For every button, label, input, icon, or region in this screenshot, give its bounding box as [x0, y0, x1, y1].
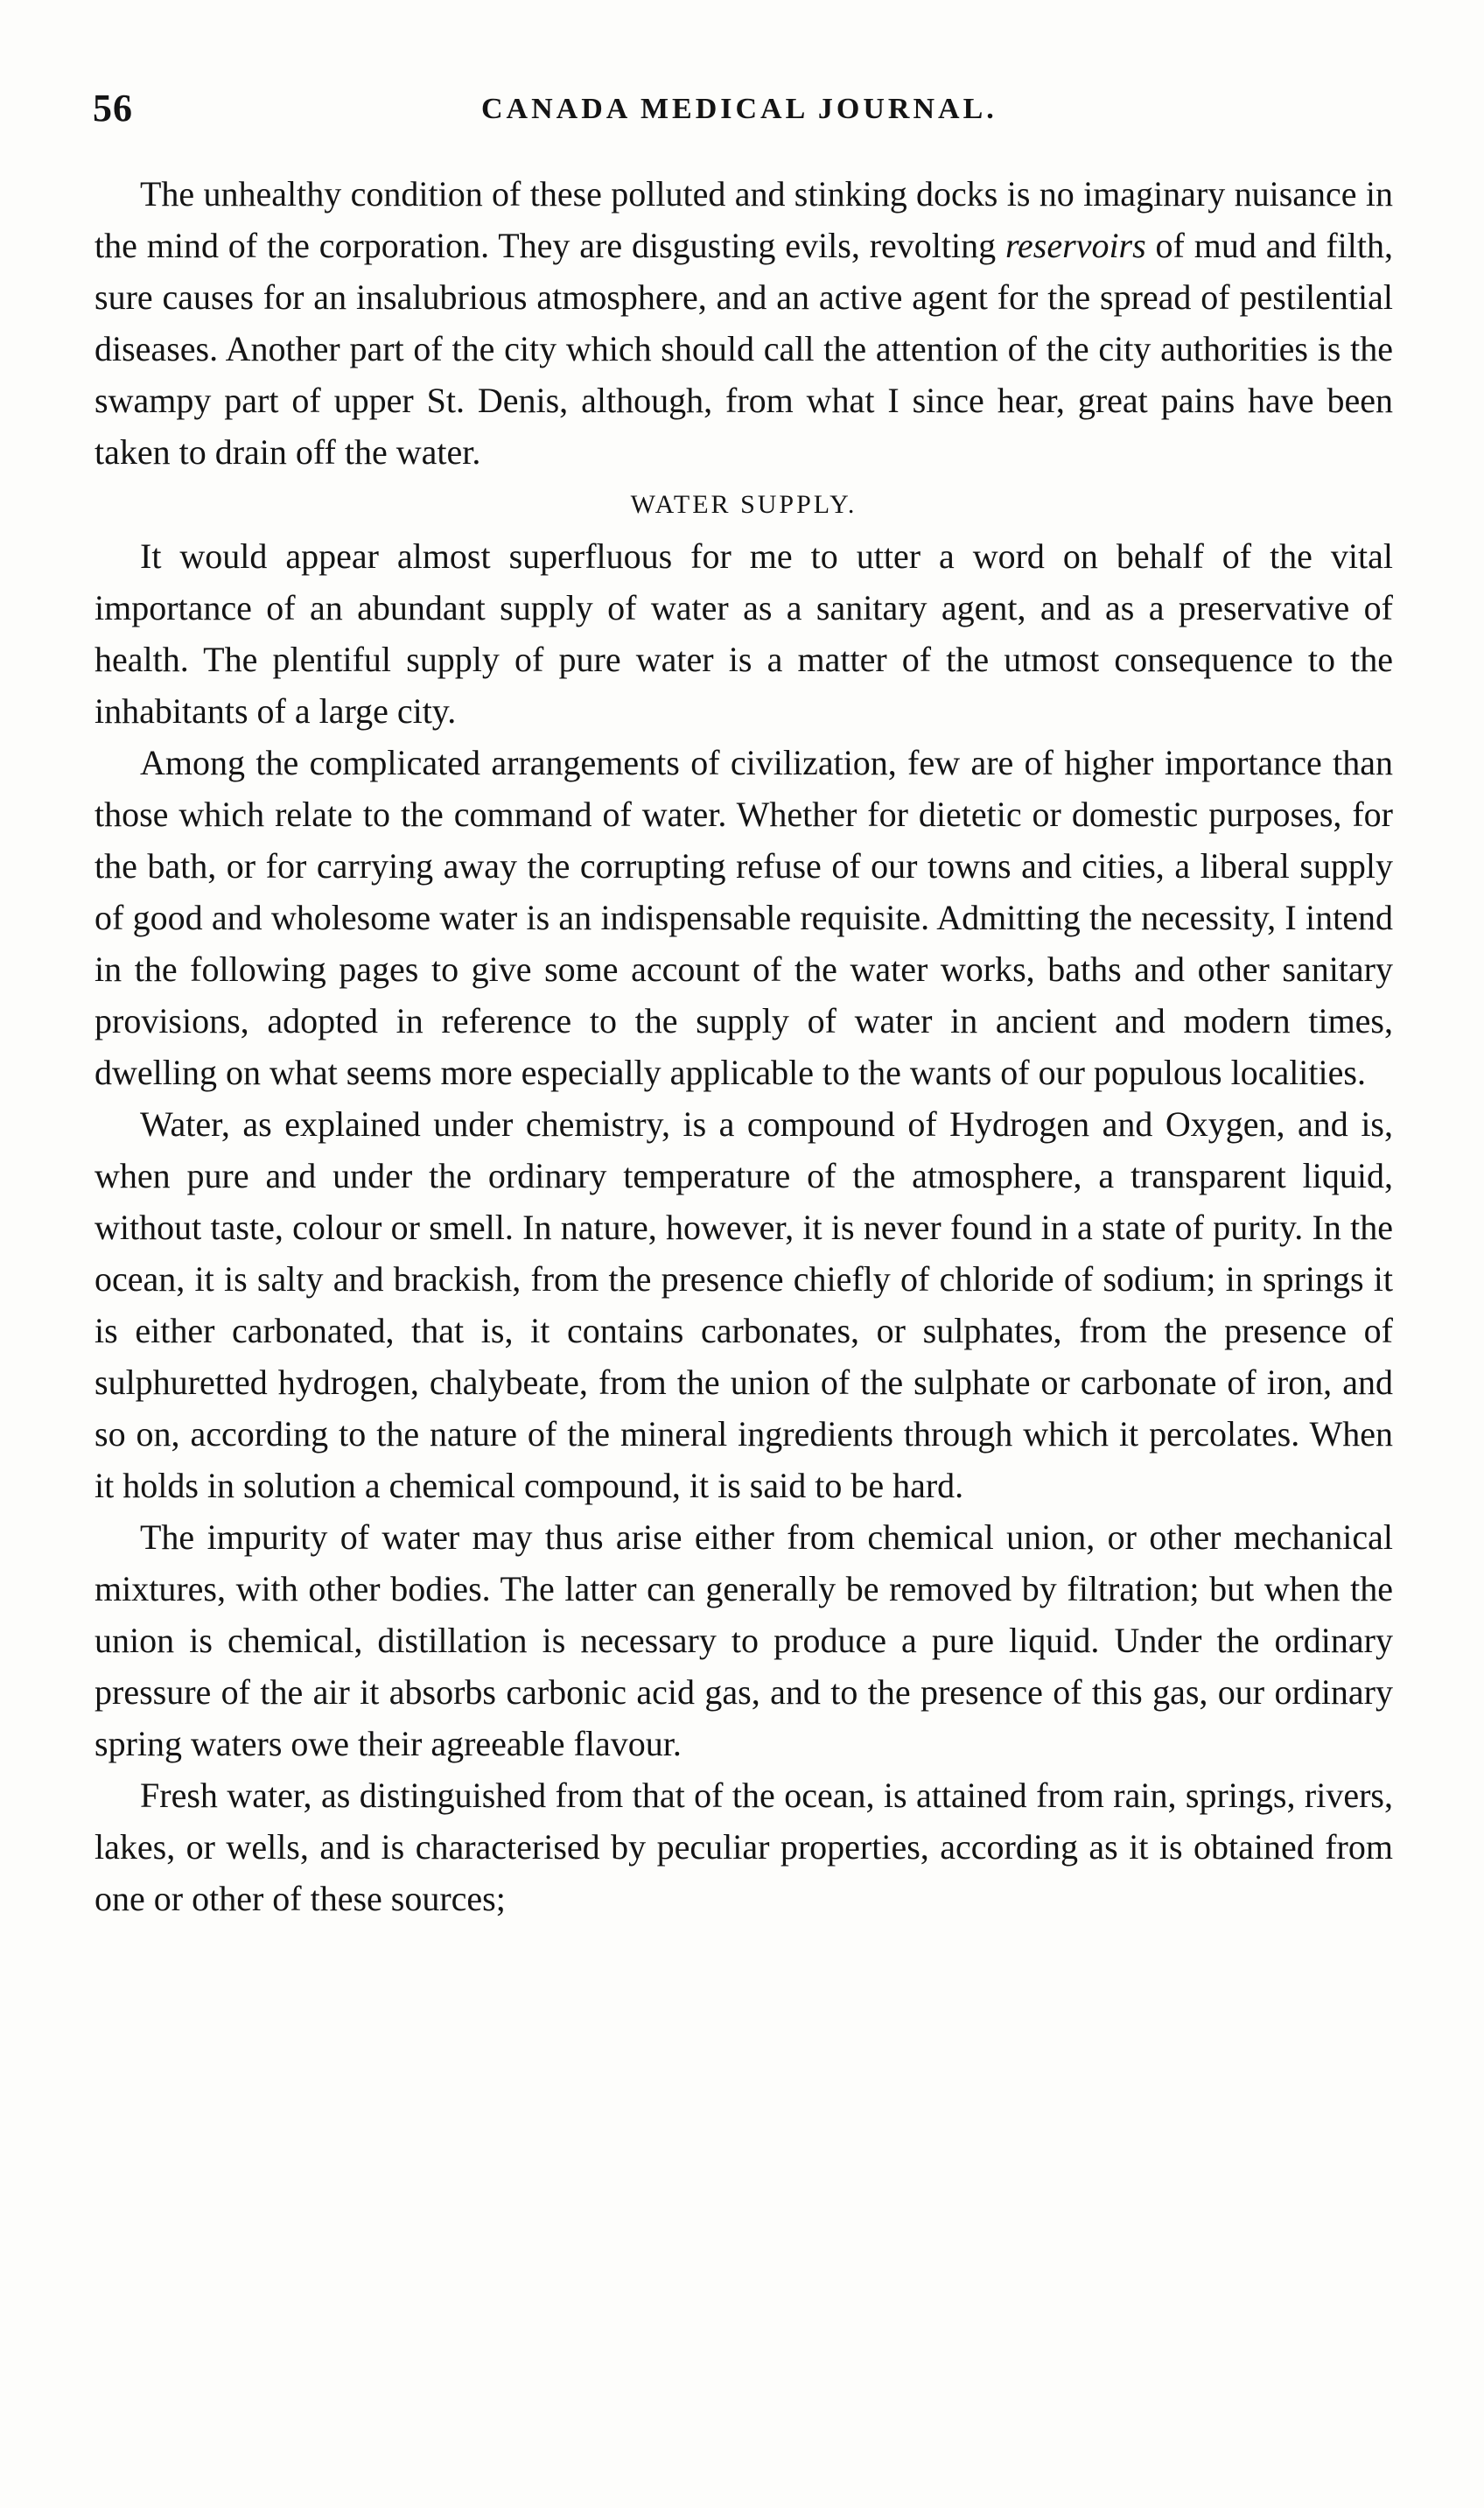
section-heading-water-supply: WATER SUPPLY.: [630, 490, 858, 519]
paragraph-water-chemistry: Water, as explained under chemistry, is a compound of Hydrogen and Oxygen, and is, when pure and under the ordinary temperature of the atmosphere, a transparent liquid, without taste, colour or smell. In nature, however, it is never found in a state of purity. In the ocean, it is salty and brackish, from the presence chiefly of chloride of sodium; in springs it is either carbonated, that is, it contains carbonates, or sulphates, from the presence of sulphuretted hydrogen, chalybeate, from the union of the sulphate or carbonate of iron, and so on, according to the nature of the mineral ingredients through which it percolates. When it holds in solution a chemical compound, it is said to be hard.: [94, 1104, 1393, 1505]
paragraph-civilization: Among the complicated arrangements of civilization, few are of higher importance than those which relate to the command of water. Whether for dietetic or domestic purposes, for the bath, or for carrying away the corrupting refuse of our towns and cities, a liberal supply of good and wholesome water is an indispensable requisite. Admitting the necessity, I intend in the following pages to give some account of the water works, baths and other sanitary provisions, adopted in reference to the supply of water in ancient and modern times, dwelling on what seems more especially applicable to the wants of our populous localities.: [94, 743, 1393, 1092]
page-number: 56: [93, 87, 133, 130]
article-body: [94, 168, 1393, 1924]
emphasis-reservoirs: reservoirs: [1004, 226, 1146, 265]
page-header: [88, 86, 1400, 138]
paragraph-water-impurity: The impurity of water may thus arise either from chemical union, or other mechanical mixtures, with other bodies. The latter can generally be removed by filtration; but when the union is chemical, distillation is necessary to produce a pure liquid. Under the ordinary pressure of the air it absorbs carbonic acid gas, and to the presence of this gas, our ordinary spring waters owe their agreeable flavour.: [94, 1517, 1393, 1763]
paragraph-docks: The unhealthy condition of these polluted and stinking docks is no imaginary nuisance in the mind of the corporation. They are disgusting evils, revolting reservoirs of mud and filth, sure causes for an insalubrious atmosphere, and an active agent for the spread of pestilential diseases. Another part of the city which should call the attention of the city authorities is the swampy part of upper St. Denis, although, from what I since hear, great pains have been taken to drain off the water.: [94, 174, 1393, 472]
paragraph-fresh-water: Fresh water, as distinguished from that of the ocean, is attained from rain, springs, rivers, lakes, or wells, and is characterised by peculiar properties, according as it is obtained from one or other of these sources;: [94, 1776, 1393, 1918]
paragraph-water-importance: It would appear almost superfluous for me to utter a word on behalf of the vital importance of an abundant supply of water as a sanitary agent, and as a preservative of health. The plentiful supply of pure water is a matter of the utmost consequence to the inhabitants of a large city.: [94, 536, 1393, 731]
running-title: CANADA MEDICAL JOURNAL.: [481, 93, 998, 125]
